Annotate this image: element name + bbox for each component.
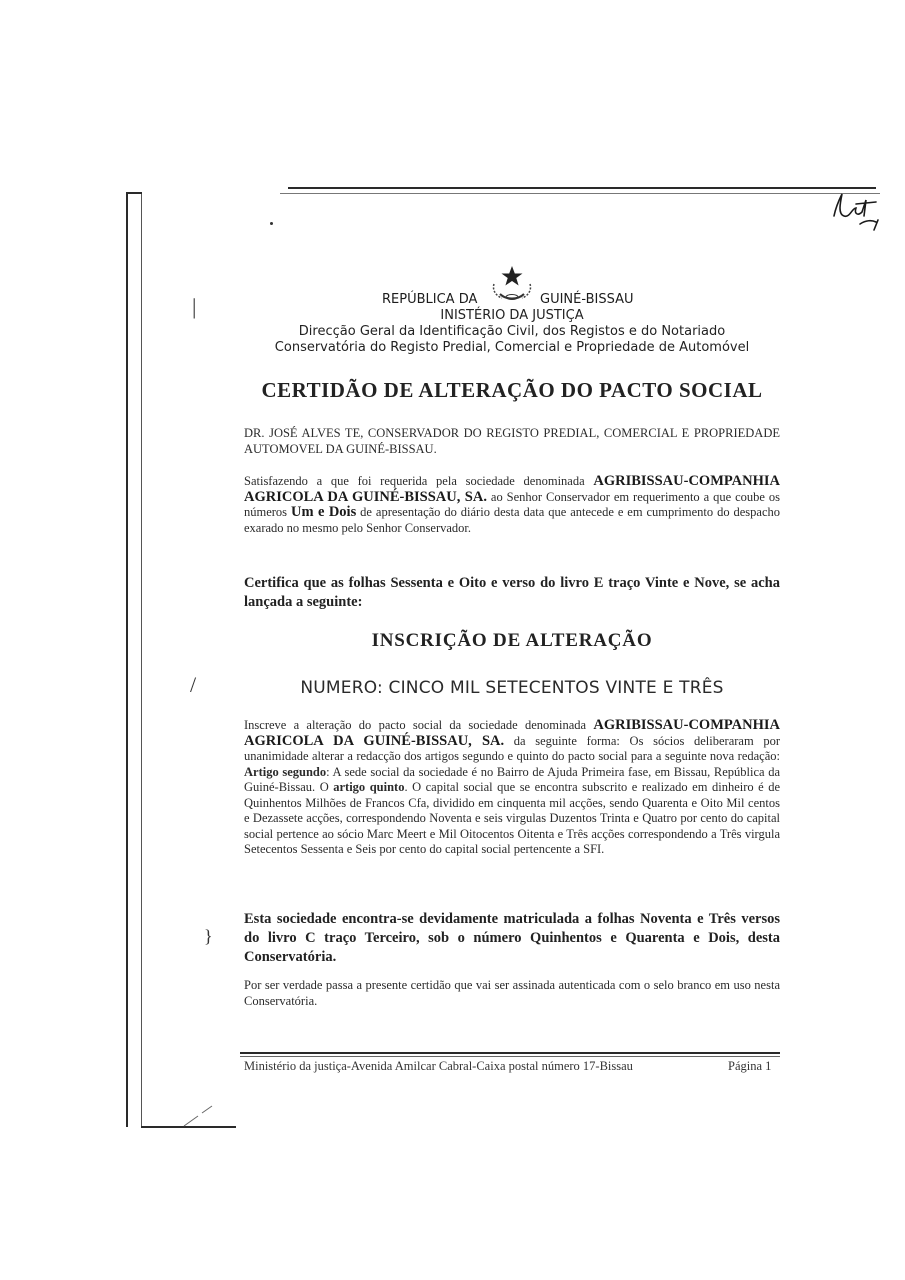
footer-address: Ministério da justiça-Avenida Amilcar Cabral-Caixa postal número 17-Bissau <box>244 1059 633 1073</box>
article-two-text: : A sede social da sociedade é no Bairro de Ajuda Primeira fase, em Bissau, República da Guiné-Bissau. <box>244 764 781 794</box>
inscription-company: AGRIBISSAU-COMPANHIA AGRICOLA DA GUINÉ-BISSAU, SA. <box>244 717 781 749</box>
pen-stroke-mark <box>180 1100 220 1130</box>
registration-paragraph: Esta sociedade encontra-se devidamente matriculada a folhas Noventa e Três versos do livro C traço Terceiro, sob o número Quinhentos e Quarenta e Dois, desta Conservatória. <box>244 911 780 965</box>
left-border-inner <box>141 192 142 1127</box>
number-line: NUMERO: CINCO MIL SETECENTOS VINTE E TRÊS <box>300 678 724 698</box>
request-company: AGRIBISSAU-COMPANHIA AGRICOLA DA GUINÉ-BISSAU, SA. <box>244 473 780 505</box>
request-paragraph <box>244 474 780 536</box>
margin-mark-3: } <box>204 926 213 946</box>
footer-rule <box>240 1052 780 1054</box>
left-border <box>126 192 128 1127</box>
section-title: INSCRIÇÃO DE ALTERAÇÃO <box>371 630 653 651</box>
request-text-2: ao Senhor Conservador em requerimento a que coube os números <box>244 489 781 519</box>
header-conservatory: Conservatória do Registo Predial, Comercial e Propriedade de Automóvel <box>274 340 750 355</box>
top-rule-faint <box>280 193 880 194</box>
inscription-text-2: da seguinte forma: Os sócios deliberaram por unanimidade alterar a redacção dos artigos segundo e quinto do pacto social para a seguinte nova redação: <box>244 733 781 763</box>
header-republic-left: REPÚBLICA DA <box>382 292 478 307</box>
header-republic-right: GUINÉ-BISSAU <box>540 292 634 307</box>
signature-icon <box>826 186 884 234</box>
document-title: CERTIDÃO DE ALTERAÇÃO DO PACTO SOCIAL <box>261 378 763 402</box>
article-five-text: . O capital social que se encontra subscrito e realizado em dinheiro é de Quinhentos Milhões de Francos Cfa, dividido em cinquenta mil acções, sendo Quarenta e Oito Mil centos e Dezassete acções, correspondendo Noventa e seis virgulas Duzentos Trinta e Quatro por cento do capital social pertence ao sócio Marc Meert e Mil Oitocentos Oitenta e Três acções correspondendo a Três virgula Setecentos Sessenta e Seis por cento do capital social pertencente a SFI. <box>244 780 781 856</box>
left-top-tick <box>126 192 142 194</box>
small-dot-mark <box>270 222 273 225</box>
footer-rule-thin <box>240 1056 780 1057</box>
header-ministry: INISTÉRIO DA JUSTIÇA <box>440 308 584 323</box>
request-text-3: de apresentação do diário desta data que antecede e em cumprimento do despacho exarado no mesmo pelo Senhor Conservador. <box>244 505 781 535</box>
request-numbers: Um e Dois <box>291 504 357 520</box>
inscription-text-1: Inscreve a alteração do pacto social da sociedade denominada <box>244 718 587 732</box>
emblem-icon <box>488 264 536 304</box>
certifies-paragraph: Certifica que as folhas Sessenta e Oito e verso do livro E traço Vinte e Nove, se acha lançada a seguinte: <box>244 575 780 610</box>
request-text-1: Satisfazendo a que foi requerida pela sociedade denominada <box>244 474 585 488</box>
inscription-paragraph <box>244 718 780 858</box>
header-direction: Direcção Geral da Identificação Civil, dos Registos e do Notariado <box>298 324 726 339</box>
margin-mark-1: | <box>192 294 197 319</box>
closing-paragraph: Por ser verdade passa a presente certidão que vai ser assinada autenticada com o selo branco em uso nesta Conservatória. <box>244 978 780 1008</box>
article-five-prefix: O <box>319 780 329 794</box>
issuer-paragraph: DR. JOSÉ ALVES TE, CONSERVADOR DO REGISTO PREDIAL, COMERCIAL E PROPRIEDADE AUTOMOVEL DA GUINÉ-BISSAU. <box>244 426 780 456</box>
article-two-label: Artigo segundo <box>244 764 327 779</box>
top-rule <box>288 187 876 189</box>
footer-page-number: Página 1 <box>728 1059 772 1073</box>
article-five-label: artigo quinto <box>333 780 405 794</box>
margin-mark-2: / <box>190 672 197 697</box>
